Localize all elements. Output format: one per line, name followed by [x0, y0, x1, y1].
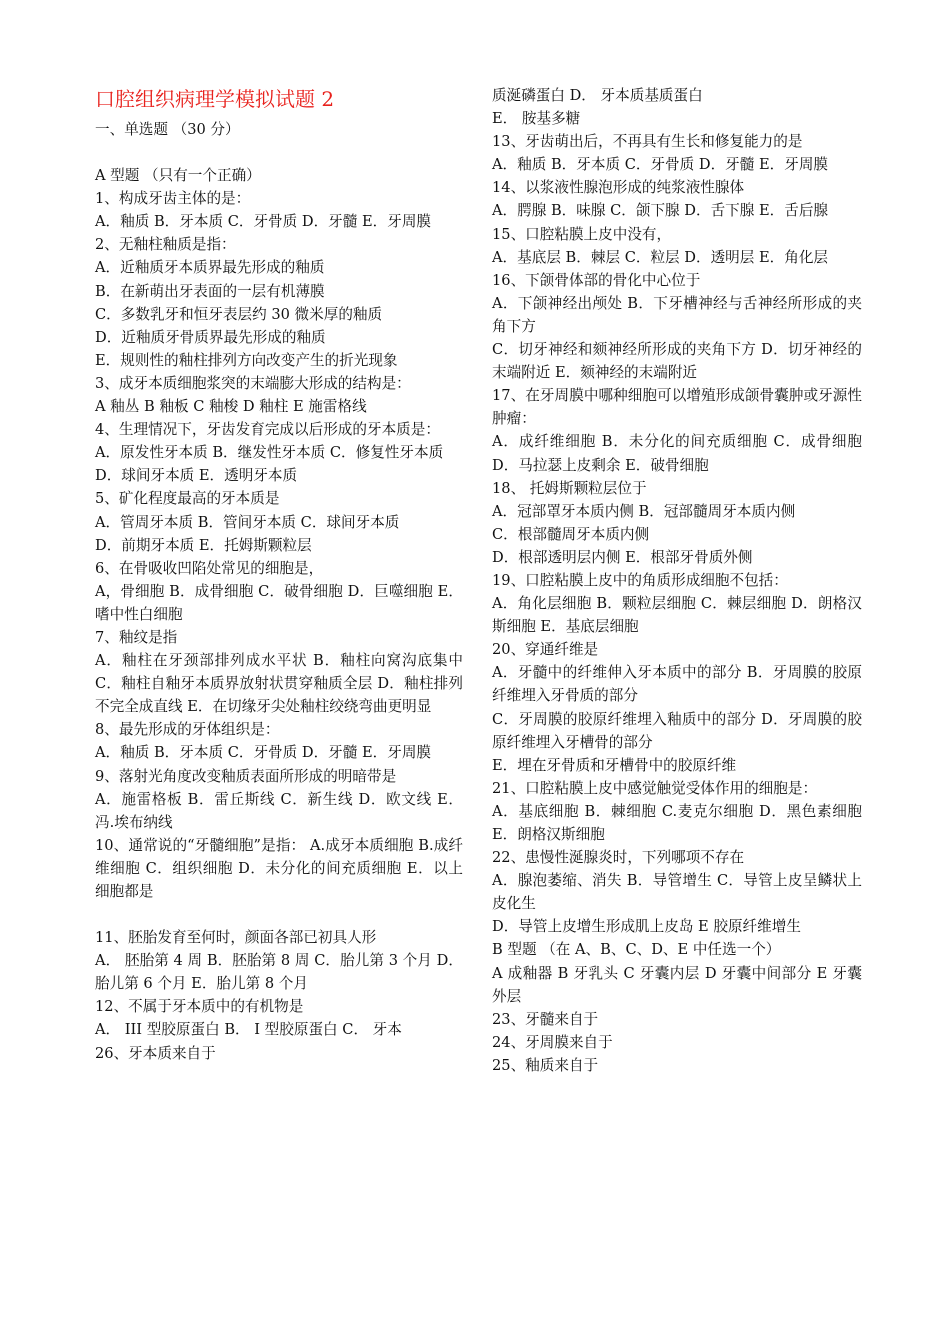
document-title: 口腔组织病理学模拟试题 2 [95, 87, 335, 111]
document-line: D．导管上皮增生形成肌上皮岛 E 胶原纤维增生 [492, 918, 801, 936]
document-line: 2、无釉柱釉质是指： [95, 236, 236, 254]
document-line: 质涎磷蛋白 D． 牙本质基质蛋白 [492, 87, 703, 104]
document-line: D．近釉质牙骨质界最先形成的釉质 [95, 328, 326, 346]
document-line: 13、牙齿萌出后，不再具有生长和修复能力的是 [492, 133, 803, 151]
document-line: A． III 型胶原蛋白 B． I 型胶原蛋白 C． 牙本 [95, 1021, 402, 1039]
document-line: A 型题 （只有一个正确） [95, 167, 261, 185]
document-line: A．基底层 B．棘层 C．粒层 D．透明层 E．角化层 [492, 248, 829, 266]
document-line: 17、在牙周膜中哪种细胞可以增殖形成颌骨囊肿或牙源性肿瘤： [492, 387, 862, 428]
document-line: A．牙髓中的纤维伸入牙本质中的部分 B．牙周膜的胶原纤维埋入牙骨质的部分 [492, 664, 862, 705]
document-line: 9、落射光角度改变釉质表面所形成的明暗带是 [95, 767, 397, 785]
document-line: 6、在骨吸收凹陷处常见的细胞是， [95, 559, 324, 577]
document-line: A．冠部罩牙本质内侧 B．冠部髓周牙本质内侧 [492, 502, 796, 520]
document-line: E． 胺基多糖 [492, 110, 581, 128]
document-line: A．釉质 B．牙本质 C．牙骨质 D．牙髓 E．牙周膜 [95, 213, 432, 231]
document-line: A．原发性牙本质 B．继发性牙本质 C．修复性牙本质 [95, 444, 444, 462]
document-line: 12、不属于牙本质中的有机物是 [95, 998, 304, 1016]
document-line: A．角化层细胞 B．颗粒层细胞 C．棘层细胞 D．朗格汉斯细胞 E．基底层细胞 [492, 595, 862, 636]
document-line: 25、釉质来自于 [492, 1056, 599, 1074]
document-line: 15、口腔粘膜上皮中没有， [492, 225, 672, 243]
document-line: B．在新萌出牙表面的一层有机薄膜 [95, 282, 325, 300]
document-line: 18、 托姆斯颗粒层位于 [492, 479, 647, 497]
document-line: A．基底细胞 B．棘细胞 C.麦克尔细胞 D．黑色素细胞 E．朗格汉斯细胞 [492, 802, 862, 843]
document-line: A．下颌神经出颅处 B．下牙槽神经与舌神经所形成的夹角下方 [492, 294, 862, 335]
document-line: A． 胚胎第 4 周 B．胚胎第 8 周 C．胎儿第 3 个月 D．胎儿第 6 个月 E．胎儿第 8 个月 [95, 952, 463, 993]
document-line: C．切牙神经和颏神经所形成的夹角下方 D．切牙神经的末端附近 E．颏神经的末端附近 [492, 341, 862, 382]
document-line: A．釉质 B．牙本质 C．牙骨质 D．牙髓 E．牙周膜 [492, 156, 829, 174]
document-line: A 成釉器 B 牙乳头 C 牙囊内层 D 牙囊中间部分 E 牙囊外层 [492, 964, 862, 1005]
document-line: C．多数乳牙和恒牙表层约 30 微米厚的釉质 [95, 305, 383, 323]
document-line: A．腭腺 B．味腺 C．颌下腺 D．舌下腺 E．舌后腺 [492, 202, 829, 220]
document-line: 11、胚胎发育至何时，颜面各部已初具人形 [95, 929, 377, 947]
document-line: 4、生理情况下，牙齿发育完成以后形成的牙本质是： [95, 421, 440, 439]
document-line: D．球间牙本质 E．透明牙本质 [95, 467, 298, 485]
document-line: 22、患慢性涎腺炎时，下列哪项不存在 [492, 849, 745, 867]
document-line: 24、牙周膜来自于 [492, 1033, 613, 1051]
document-line: A．近釉质牙本质界最先形成的釉质 [95, 259, 325, 277]
right-question-list [492, 84, 862, 1077]
document-line: 7、釉纹是指 [95, 628, 178, 646]
document-line: A．管周牙本质 B．管间牙本质 C．球间牙本质 [95, 513, 400, 531]
document-line: A，骨细胞 B．成骨细胞 C．破骨细胞 D．巨噬细胞 E．嗜中性白细胞 [95, 582, 463, 623]
document-line: 1、构成牙齿主体的是： [95, 190, 251, 208]
document-line: D．前期牙本质 E．托姆斯颗粒层 [95, 536, 312, 554]
document-line: C．牙周膜的胶原纤维埋入釉质中的部分 D．牙周膜的胶原纤维埋入牙槽骨的部分 [492, 710, 862, 751]
document-line: A．腺泡萎缩、消失 B．导管增生 C．导管上皮呈鳞状上皮化生 [492, 872, 862, 913]
document-line: A．施雷格板 B．雷丘斯线 C．新生线 D．欧文线 E．冯.埃布纳线 [95, 790, 463, 831]
document-line: E．规则性的釉柱排列方向改变产生的折光现象 [95, 351, 398, 369]
document-line: A 釉丛 B 釉板 C 釉梭 D 釉柱 E 施雷格线 [95, 398, 367, 416]
document-line: 3、成牙本质细胞浆突的末端膨大形成的结构是： [95, 374, 411, 392]
document-line: 20、穿通纤维是 [492, 641, 599, 659]
document-line: E．埋在牙骨质和牙槽骨中的胶原纤维 [492, 756, 737, 774]
document-line: A．釉柱在牙颈部排列成水平状 B．釉柱向窝沟底集中 C．釉柱自釉牙本质界放射状贯穿釉质全层 D．釉柱排列不完全成直线 E．在切缘牙尖处釉柱绞绕弯曲更明显 [95, 652, 463, 716]
document-line: 5、矿化程度最高的牙本质是 [95, 490, 280, 508]
right-column [492, 84, 862, 1077]
document-line: 19、口腔粘膜上皮中的角质形成细胞不包括： [492, 571, 788, 589]
document-line: 10、通常说的“牙髓细胞”是指： A.成牙本质细胞 B.成纤维细胞 C．组织细胞 D．未分化的间充质细胞 E．以上细胞都是 [95, 836, 463, 900]
document-line: 14、以浆液性腺泡形成的纯浆液性腺体 [492, 179, 745, 197]
document-line: C．根部髓周牙本质内侧 [492, 525, 650, 543]
document-line: 一、单选题 （30 分） [95, 121, 240, 138]
document-line: 21、口腔粘膜上皮中感觉触觉受体作用的细胞是： [492, 779, 818, 797]
document-line: B 型题 （在 A、B、C、D、E 中任选一个） [492, 941, 781, 959]
document-line: 26、牙本质来自于 [95, 1044, 216, 1062]
document-line: 8、最先形成的牙体组织是： [95, 721, 280, 739]
document-line: 16、下颌骨体部的骨化中心位于 [492, 271, 701, 289]
left-column [95, 84, 463, 1065]
document-line: 23、牙髓来自于 [492, 1010, 599, 1028]
document-line: A．成纤维细胞 B．未分化的间充质细胞 C．成骨细胞 D．马拉瑟上皮剩余 E．破骨细胞 [492, 433, 862, 474]
left-question-list [95, 118, 463, 1065]
document-line: A．釉质 B．牙本质 C．牙骨质 D．牙髓 E．牙周膜 [95, 744, 432, 762]
document-line: D．根部透明层内侧 E．根部牙骨质外侧 [492, 548, 753, 566]
